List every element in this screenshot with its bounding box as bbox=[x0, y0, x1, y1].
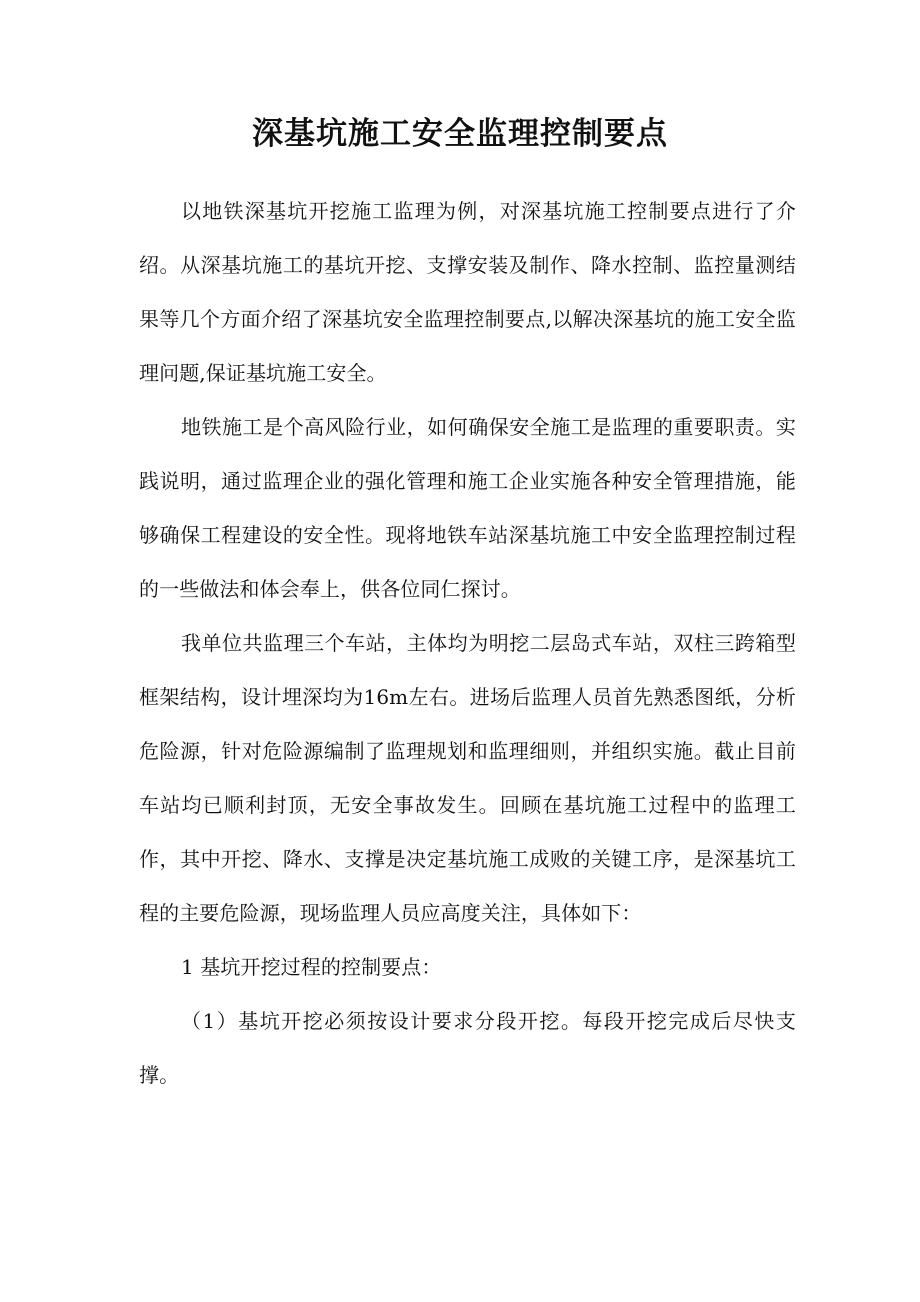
paragraph-project-overview: 我单位共监理三个车站，主体均为明挖二层岛式车站，双柱三跨箱型框架结构，设计埋深均为16m左右。进场后监理人员首先熟悉图纸，分析危险源，针对危险源编制了监理规划和监理细则，并组织实施。截止目前车站均已顺利封顶，无安全事故发生。回顾在基坑施工过程中的监理工作，其中开挖、降水、支撑是决定基坑施工成败的关键工序，是深基坑工程的主要危险源，现场监理人员应高度关注，具体如下： bbox=[139, 631, 796, 925]
paragraph-intro: 以地铁深基坑开挖施工监理为例，对深基坑施工控制要点进行了介绍。从深基坑施工的基坑开挖、支撑安装及制作、降水控制、监控量测结果等几个方面介绍了深基坑安全监理控制要点,以解决深基坑的施工安全监理问题,保证基坑施工安全。 bbox=[139, 199, 796, 385]
paragraph-background: 地铁施工是个高风险行业，如何确保安全施工是监理的重要职责。实践说明，通过监理企业的强化管理和施工企业实施各种安全管理措施，能够确保工程建设的安全性。现将地铁车站深基坑施工中安全监理控制过程的一些做法和体会奉上，供各位同仁探讨。 bbox=[139, 415, 796, 601]
paragraph-item-1: （1）基坑开挖必须按设计要求分段开挖。每段开挖完成后尽快支撑。 bbox=[139, 1009, 796, 1087]
section-heading-excavation: 1 基坑开挖过程的控制要点： bbox=[181, 955, 442, 979]
document-body bbox=[139, 184, 796, 1102]
document-title: 深基坑施工安全监理控制要点 bbox=[252, 116, 668, 152]
